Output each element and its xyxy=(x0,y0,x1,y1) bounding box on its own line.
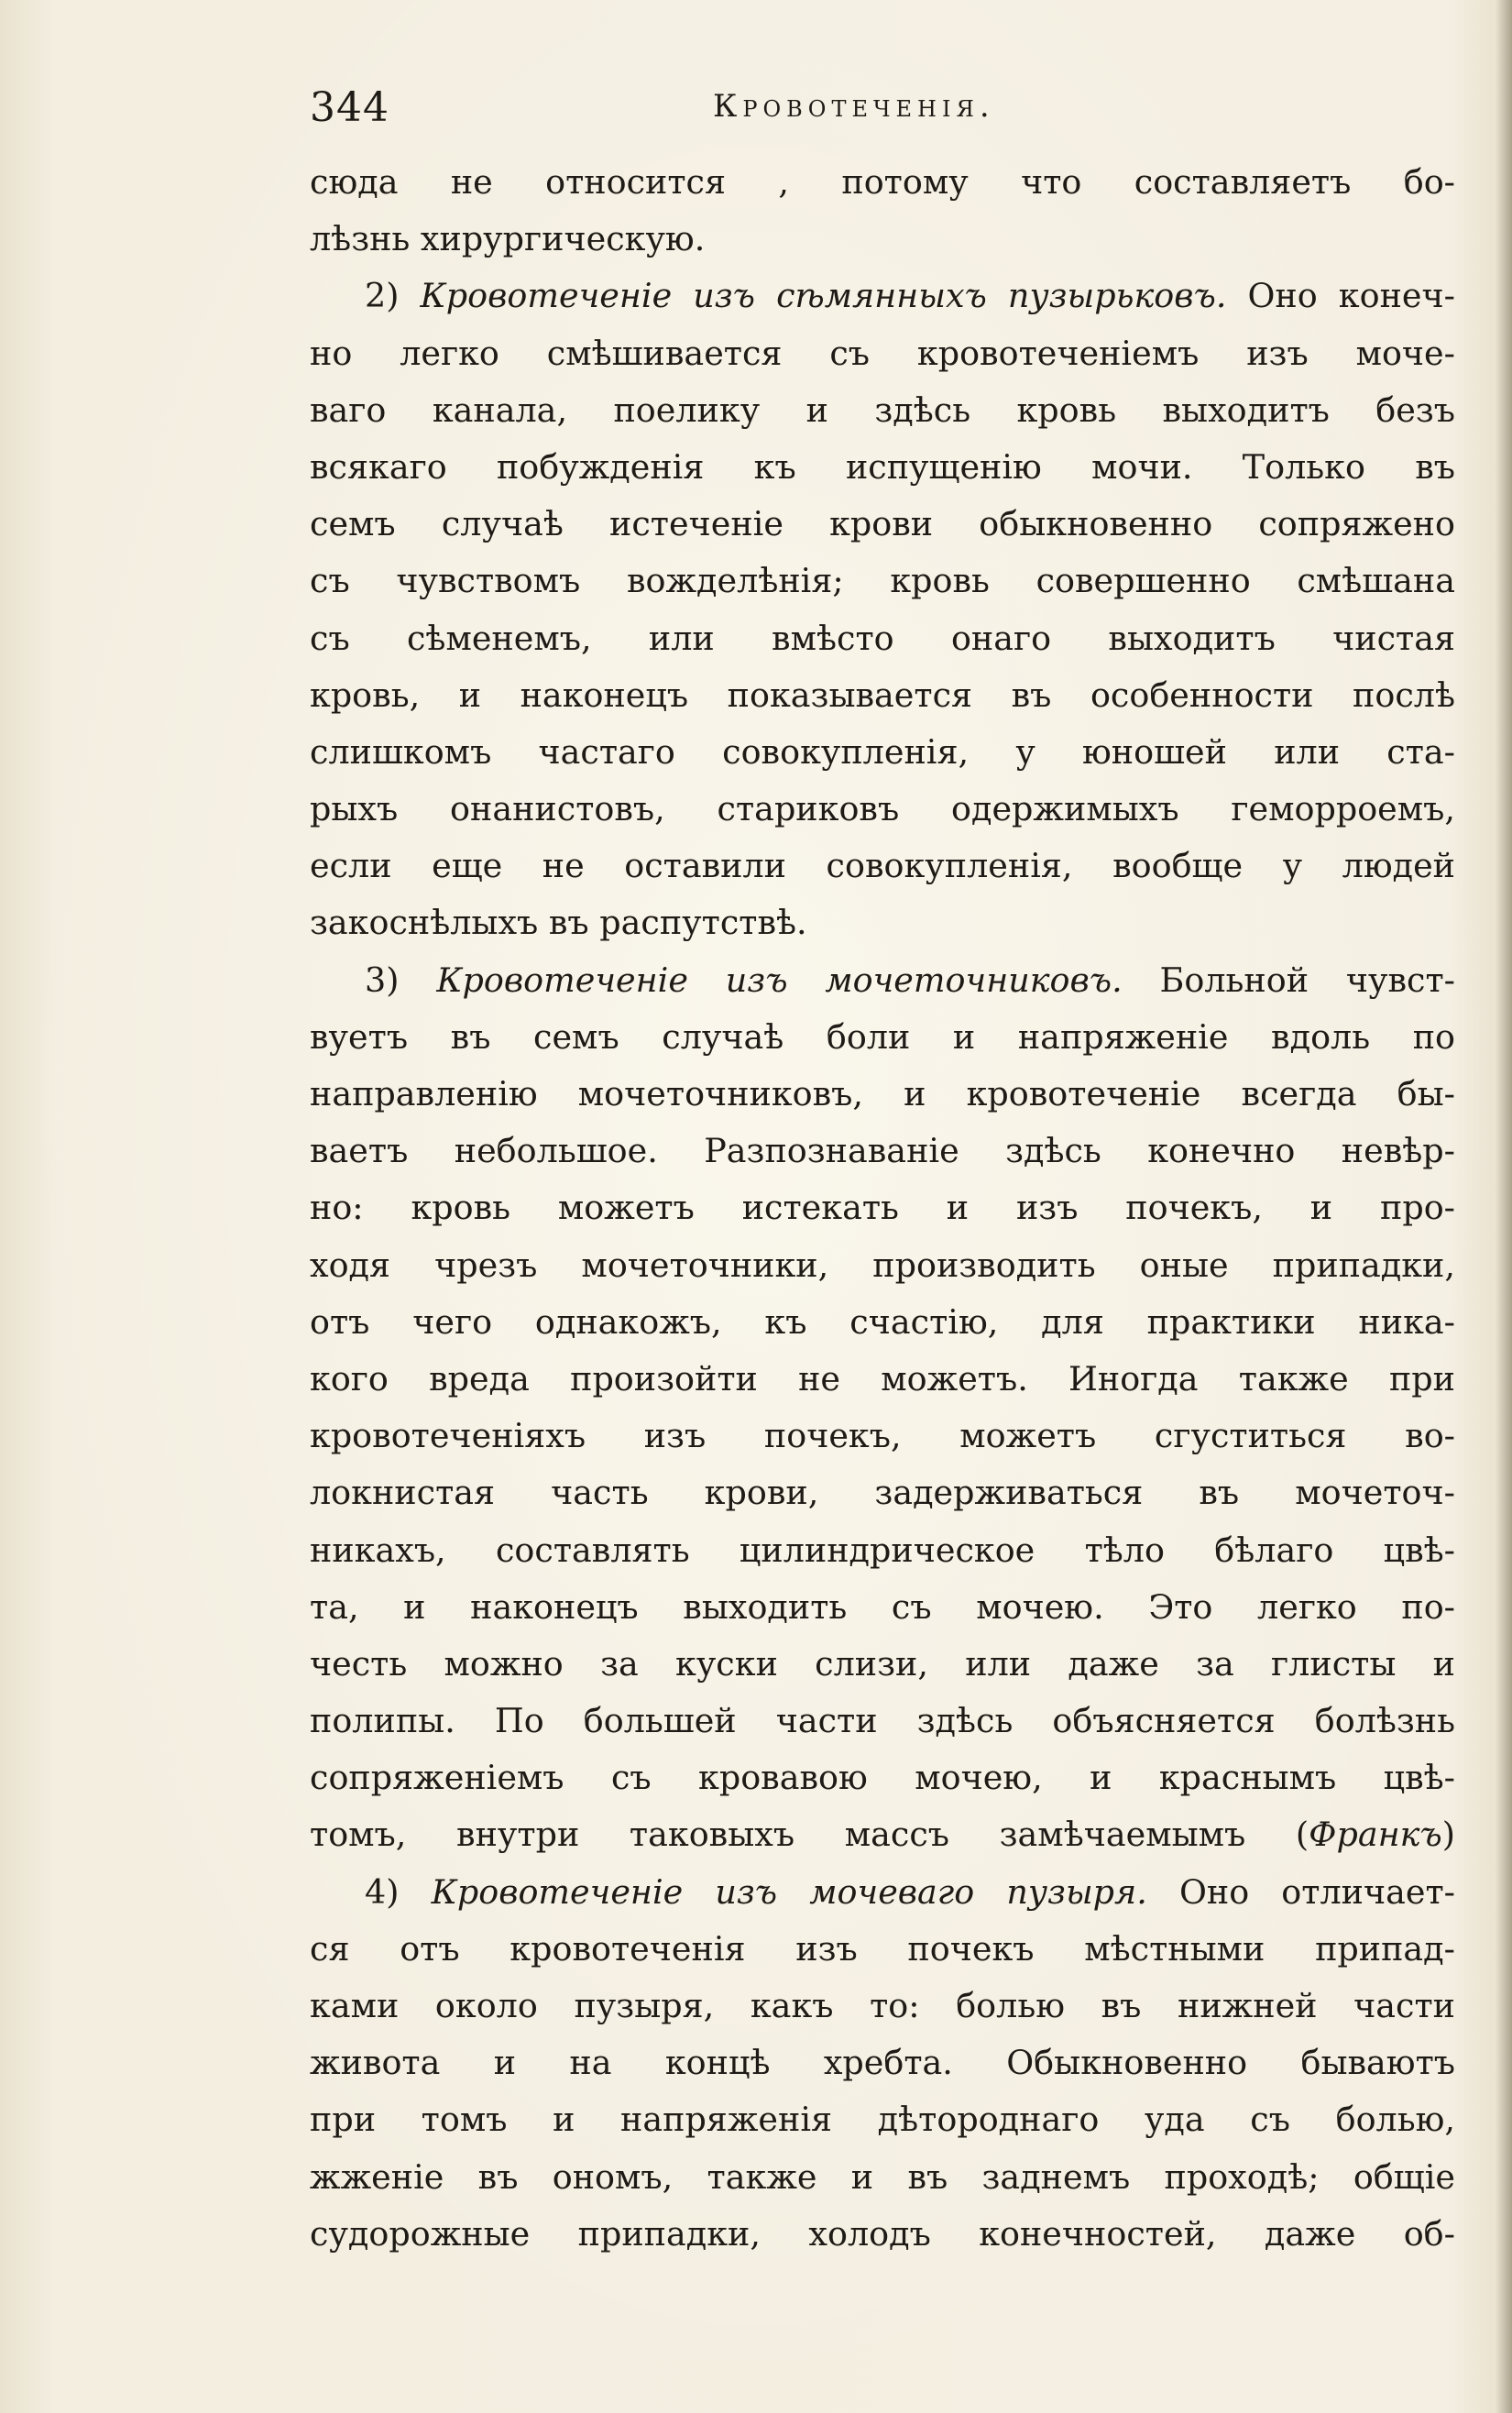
line-text: сюда не относится , потому что составляетъ бо- xyxy=(310,162,1455,202)
line-text: но: кровь можетъ истекать и изъ почекъ, и про- xyxy=(310,1188,1455,1228)
text-line xyxy=(310,1864,1455,1921)
line-text: семъ случаѣ истеченіе крови обыкновенно сопряжено xyxy=(310,504,1455,544)
text-line xyxy=(310,1522,1455,1579)
line-text: ками около пузыря, какъ то: болью въ нижней части xyxy=(310,1986,1455,2025)
line-text: локнистая часть крови, задерживаться въ мочеточ- xyxy=(310,1473,1455,1513)
paragraph-number: 4) xyxy=(365,1871,400,1912)
text-line xyxy=(310,1921,1455,1978)
line-text: полипы. По большей части здѣсь объясняется болѣзнь xyxy=(310,1701,1455,1741)
line-text: кровотеченіяхъ изъ почекъ, можетъ сгуститься во- xyxy=(310,1416,1455,1456)
line-text: судорожные припадки, холодъ конечностей, даже об- xyxy=(310,2213,1455,2254)
text-line xyxy=(310,1806,1455,1863)
line-text: жженіе въ ономъ, также и въ заднемъ проходѣ; общіе xyxy=(310,2156,1455,2197)
running-title: Кровотеченія. xyxy=(713,88,995,125)
line-text: закоснѣлыхъ въ распутствѣ. xyxy=(310,903,807,943)
text-line xyxy=(310,1009,1455,1066)
line-text: если еще не оставили совокупленія, вообще у людей xyxy=(310,846,1455,886)
line-text: ваетъ небольшое. Разпознаваніе здѣсь конечно невѣр- xyxy=(310,1131,1455,1171)
text-line xyxy=(310,1579,1455,1636)
text-line xyxy=(310,1066,1455,1123)
body-text xyxy=(310,154,1455,2263)
line-text: ходя чрезъ мочеточники, производить оные припадки, xyxy=(310,1245,1455,1285)
line-text: съ чувствомъ вожделѣнія; кровь совершенно смѣшана xyxy=(310,561,1455,601)
section-heading: Кровотеченіе изъ сѣмянныхъ пузырьковъ. xyxy=(420,276,1227,316)
line-text: всякаго побужденія къ испущенію мочи. Только въ xyxy=(310,446,1455,487)
text-line xyxy=(310,2091,1455,2148)
line-text: вуетъ въ семъ случаѣ боли и напряженіе вдоль по xyxy=(310,1016,1455,1057)
text-line xyxy=(310,496,1455,553)
text-line xyxy=(310,1237,1455,1294)
line-text: при томъ и напряженія дѣтороднаго уда съ болью, xyxy=(310,2100,1455,2140)
citation: Франкъ xyxy=(1309,1815,1442,1855)
text-line xyxy=(310,1749,1455,1806)
page-edge-shadow xyxy=(1496,0,1512,2413)
text-line xyxy=(310,610,1455,667)
line-text: живота и на концѣ хребта. Обыкновенно бываютъ xyxy=(310,2043,1455,2083)
line-text: Оно конеч- xyxy=(1226,276,1455,316)
text-line xyxy=(310,1464,1455,1521)
text-line xyxy=(310,382,1455,439)
text-line xyxy=(310,553,1455,609)
text-line xyxy=(310,439,1455,496)
text-line xyxy=(310,2206,1455,2263)
section-heading: Кровотеченіе изъ мочеточниковъ. xyxy=(436,960,1123,1000)
line-text: кровь, и наконецъ показывается въ особенности послѣ xyxy=(310,675,1455,715)
line-text: но легко смѣшивается съ кровотеченіемъ изъ моче- xyxy=(310,333,1455,373)
line-text: направленію мочеточниковъ, и кровотеченіе всегда бы- xyxy=(310,1074,1455,1113)
text-line xyxy=(310,838,1455,894)
line-text: рыхъ онанистовъ, стариковъ одержимыхъ геморроемъ, xyxy=(310,789,1455,829)
text-line xyxy=(310,1408,1455,1464)
text-line xyxy=(310,1693,1455,1749)
text-line xyxy=(310,154,1455,211)
line-text: ваго канала, поелику и здѣсь кровь выходитъ безъ xyxy=(310,389,1455,430)
text-line xyxy=(310,724,1455,781)
line-text: честь можно за куски слизи, или даже за глисты и xyxy=(310,1643,1455,1684)
line-text: лѣзнь хирургическую. xyxy=(310,219,706,259)
text-line xyxy=(310,1179,1455,1236)
line-text: Больной чувст- xyxy=(1122,960,1455,1000)
line-text: та, и наконецъ выходить съ мочею. Это легко по- xyxy=(310,1586,1455,1627)
paragraph-number: 3) xyxy=(365,960,400,1000)
line-text: сопряженіемъ съ кровавою мочею, и краснымъ цвѣ- xyxy=(310,1758,1455,1798)
text-line xyxy=(310,894,1455,951)
text-line xyxy=(310,1978,1455,2035)
text-line xyxy=(310,325,1455,382)
line-text: Оно отличает- xyxy=(1146,1871,1455,1912)
page-header xyxy=(310,84,1455,139)
section-heading: Кровотеченіе изъ мочеваго пузыря. xyxy=(431,1871,1147,1912)
text-line xyxy=(310,1123,1455,1179)
line-text: кого вреда произойти не можетъ. Иногда также при xyxy=(310,1358,1455,1398)
line-text: отъ чего однакожъ, къ счастію, для практики ника- xyxy=(310,1301,1455,1342)
page-number: 344 xyxy=(310,84,389,131)
line-text: ся отъ кровотеченія изъ почекъ мѣстными припад- xyxy=(310,1928,1455,1969)
text-line xyxy=(310,1294,1455,1351)
text-line xyxy=(310,1636,1455,1693)
text-line xyxy=(310,667,1455,724)
text-line xyxy=(310,952,1455,1009)
text-line xyxy=(310,781,1455,838)
line-text: томъ, внутри таковыхъ массъ замѣчаемымъ ( xyxy=(310,1815,1309,1855)
line-text: съ сѣменемъ, или вмѣсто онаго выходитъ чистая xyxy=(310,618,1455,658)
paragraph-number: 2) xyxy=(365,276,400,316)
text-line xyxy=(310,2035,1455,2091)
text-line xyxy=(310,1351,1455,1408)
line-text: ) xyxy=(1441,1815,1455,1855)
text-line xyxy=(310,211,1455,268)
line-text: никахъ, составлять цилиндрическое тѣло бѣлаго цвѣ- xyxy=(310,1530,1455,1570)
text-line xyxy=(310,268,1455,324)
line-text: слишкомъ частаго совокупленія, у юношей или ста- xyxy=(310,731,1455,772)
text-line xyxy=(310,2149,1455,2206)
